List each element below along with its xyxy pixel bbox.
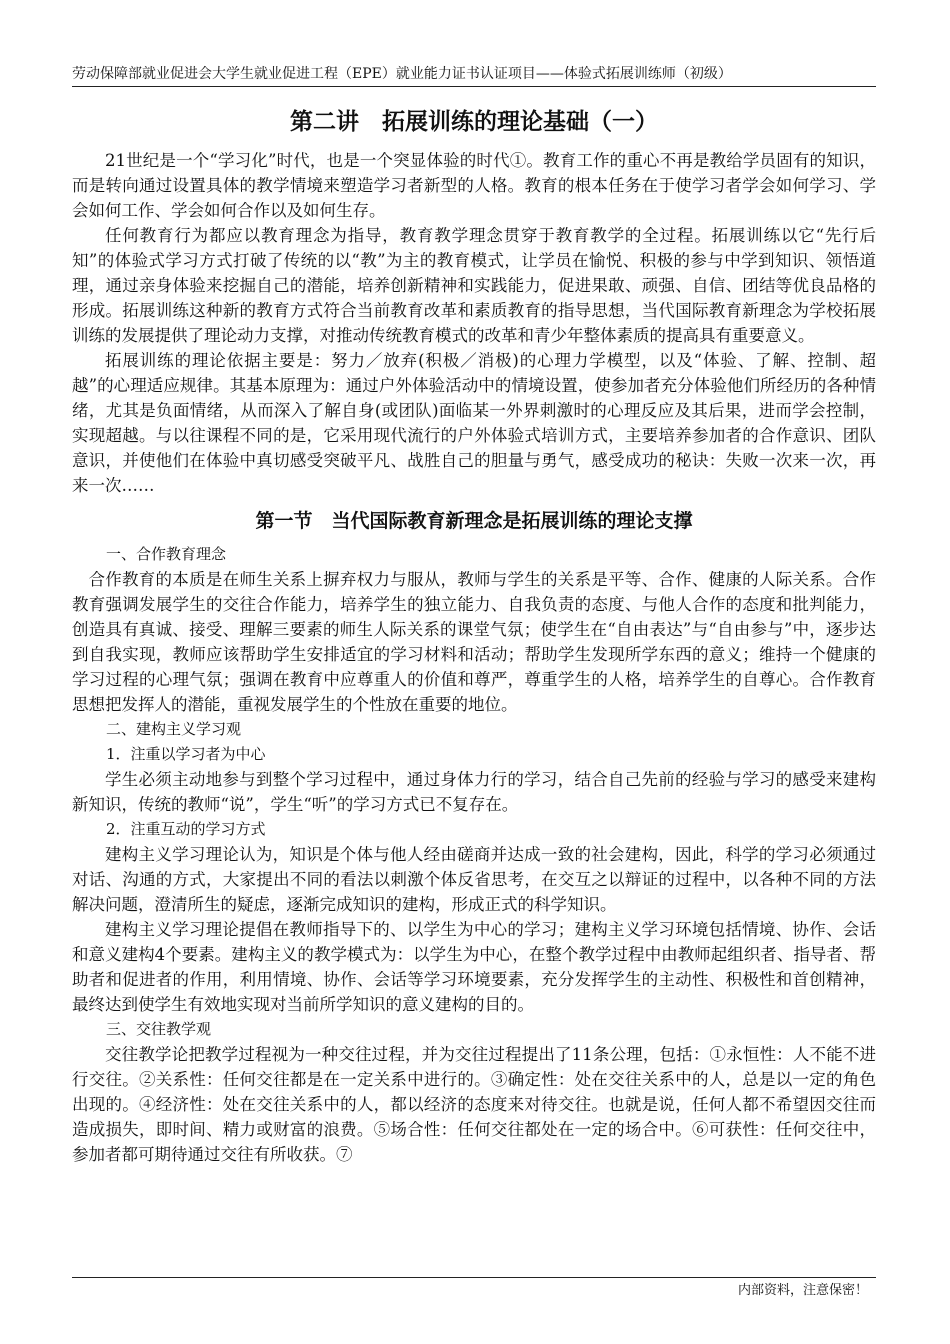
heading-cooperative-education: 一、合作教育理念 — [106, 545, 227, 563]
paragraph-cooperative-education: 合作教育的本质是在师生关系上摒弃权力与服从，教师与学生的关系是平等、合作、健康的人际关系。合作教育强调发展学生的交往合作能力，培养学生的独立能力、自我负责的态度、与他人合作的态度和批判能力，创造具有真诚、接受、理解三要素的师生人际关系的课堂气氛；使学生在“自由表达”与“自由参与”中，逐步达到自我实现，教师应该帮助学生安排适宜的学习材料和活动；帮助学生发现所学东西的意义；维持一个健康的学习过程的心理气氛；强调在教育中应尊重人的价值和尊严，尊重学生的人格，培养学生的自尊心。合作教育思想把发挥人的潜能，重视发展学生的个性放在重要的地位。 — [72, 570, 876, 714]
paragraph-interactive-learning-2: 建构主义学习理论提倡在教师指导下的、以学生为中心的学习；建构主义学习环境包括情境、协作、会话和意义建构4个要素。建构主义的教学模式为：以学生为中心，在整个教学过程中由教师起组织者、指导者、帮助者和促进者的作用，利用情境、协作、会话等学习环境要素，充分发挥学生的主动性、积极性和首创精神，最终达到使学生有效地实现对当前所学知识的意义建构的目的。 — [72, 920, 876, 1014]
intro-paragraph-3: 拓展训练的理论依据主要是：努力／放弃(积极／消极)的心理力学模型，以及“体验、了解、控制、超越”的心理适应规律。其基本原理为：通过户外体验活动中的情境设置，使参加者充分体验他们所经历的各种情绪，尤其是负面情绪，从而深入了解自身(或团队)面临某一外界刺激时的心理反应及其后果，进而学会控制，实现超越。与以往课程不同的是，它采用现代流行的户外体验式培训方式，主要培养参加者的合作意识、团队意识，并使他们在体验中真切感受突破平凡、战胜自己的胆量与勇气，感受成功的秘诀：失败一次来一次，再来一次…… — [72, 351, 876, 495]
page-content — [72, 104, 876, 1167]
chapter-title: 第二讲 拓展训练的理论基础（一） — [290, 109, 658, 135]
subheading-learner-centered: 1．注重以学习者为中心 — [106, 745, 266, 763]
heading-constructivism: 二、建构主义学习观 — [106, 720, 242, 738]
running-header: 劳动保障部就业促进会大学生就业促进工程（EPE）就业能力证书认证项目——体验式拓展训练师（初级） — [72, 64, 876, 87]
heading-communicative-teaching: 三、交往教学观 — [106, 1020, 212, 1038]
paragraph-interactive-learning-1: 建构主义学习理论认为，知识是个体与他人经由磋商并达成一致的社会建构，因此，科学的学习必须通过对话、沟通的方式，大家提出不同的看法以刺激个体反省思考，在交互之以辩证的过程中，以各种不同的方法解决问题，澄清所生的疑虑，逐渐完成知识的建构，形成正式的科学知识。 — [72, 845, 876, 914]
confidential-footer: 内部资料，注意保密！ — [737, 1283, 868, 1298]
intro-paragraph-1: 21世纪是一个“学习化”时代，也是一个突显体验的时代①。教育工作的重心不再是教给学员固有的知识，而是转向通过设置具体的教学情境来塑造学习者新型的人格。教育的根本任务在于使学习者学会如何学习、学会如何工作、学会如何合作以及如何生存。 — [72, 151, 876, 220]
subheading-interactive-learning: 2．注重互动的学习方式 — [106, 820, 266, 838]
paragraph-communicative-teaching: 交往教学论把教学过程视为一种交往过程，并为交往过程提出了11条公理，包括：①永恒性：人不能不进行交往。②关系性：任何交往都是在一定关系中进行的。③确定性：处在交往关系中的人，总是以一定的角色出现的。④经济性：处在交往关系中的人，都以经济的态度来对待交往。也就是说，任何人都不希望因交往而造成损失，即时间、精力或财富的浪费。⑤场合性：任何交往都处在一定的场合中。⑥可获性：任何交往中，参加者都可期待通过交往有所收获。⑦ — [72, 1045, 876, 1164]
footer-divider — [72, 1277, 876, 1278]
intro-paragraph-2: 任何教育行为都应以教育理念为指导，教育教学理念贯穿于教育教学的全过程。拓展训练以它“先行后知”的体验式学习方式打破了传统的以“教”为主的教育模式，让学员在愉悦、积极的参与中学到知识、领悟道理，通过亲身体验来挖掘自己的潜能，培养创新精神和实践能力，促进果敢、顽强、自信、团结等优良品格的形成。拓展训练这种新的教育方式符合当前教育改革和素质教育的指导思想，当代国际教育新理念为学校拓展训练的发展提供了理论动力支撑，对推动传统教育模式的改革和青少年整体素质的提高具有重要意义。 — [72, 226, 876, 345]
section-title: 第一节 当代国际教育新理念是拓展训练的理论支撑 — [255, 510, 693, 532]
paragraph-learner-centered: 学生必须主动地参与到整个学习过程中，通过身体力行的学习，结合自己先前的经验与学习的感受来建构新知识，传统的教师“说”，学生“听”的学习方式已不复存在。 — [72, 770, 876, 814]
